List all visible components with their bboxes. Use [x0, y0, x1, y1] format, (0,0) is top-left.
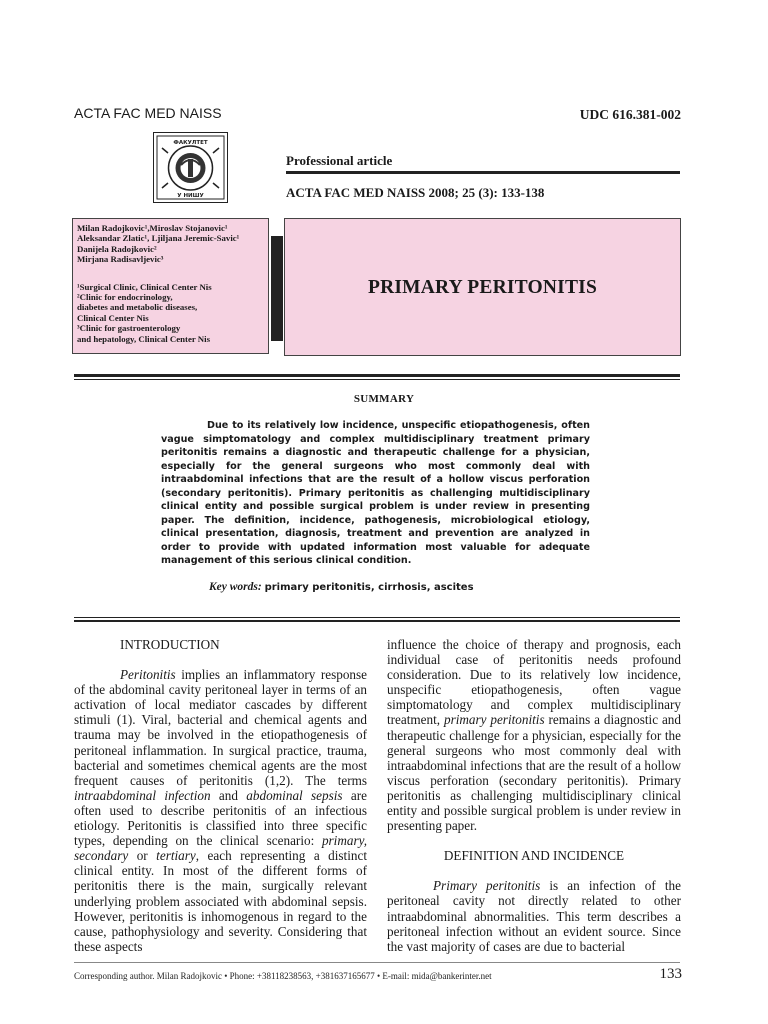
- paragraph: Peritonitis implies an inflammatory response of the abdominal cavity peritoneal layer in terms of an activation of local mediator cascades by different stimuli (1). Viral, bacterial and chemical agents and trauma may be involved in the etiopathogenesis of peritoneal inflammation. In surgical practice, trauma, bacterial and sometimes chemical agents are the most frequent causes of peritonitis (1,2). The terms intraabdominal infection and abdominal sepsis are often used to describe peritonitis of an infectious etiology. Peritonitis is classified into three specific types, depending on the clinical scenario: primary, secondary or tertiary, each representing a distinct clinical entity. In most of the different forms of peritonitis there is the main, surgically relevant underlying problem associated with abdominal sepsis. However, peritonitis is inhomogenous in regard to the cause, pathophysiology and severity. Considering that these aspects: [74, 667, 367, 954]
- section-heading-definition: DEFINITION AND INCIDENCE: [443, 848, 625, 864]
- title-box: [284, 218, 681, 356]
- paragraph: Primary peritonitis is an infection of the peritoneal cavity not directly related to other intraabdominal abnormalities. This term describes a peritoneal infection without an evident source. Since the vast majority of cases are due to bacterial: [387, 878, 681, 954]
- udc-code: UDC 616.381-002: [579, 107, 681, 122]
- summary-text: Due to its relatively low incidence, unspecific etiopathogenesis, often vague simptomatology and complex multidisciplinary treatment primary peritonitis remains a diagnostic and therapeutic challenge for a physician, especially for the general surgeons who most commonly deal with intraabdominal infections that are the result of a hollow viscus perforation (secondary peritonitis). Primary peritonitis as challenging multidisciplinary clinical entity and possible surgical problem is under review in presenting paper. The definition, incidence, pathogenesis, microbiological etiology, clinical presentation, diagnosis, treatment and prevention are analyzed in order to provide with updated information most valuable for adequate management of this serious clinical condition.: [161, 420, 590, 566]
- citation: ACTA FAC MED NAISS 2008; 25 (3): 133-138: [286, 185, 545, 200]
- divider-thin: [74, 379, 680, 380]
- affiliation-line: Clinical Center Nis: [77, 312, 149, 323]
- university-seal-icon: [153, 132, 228, 203]
- authors-box: [72, 218, 269, 354]
- article-title: PRIMARY PERITONITIS: [367, 277, 598, 298]
- author-line: Mirjana Radisavljevic³: [77, 254, 164, 265]
- section-heading-introduction: INTRODUCTION: [120, 637, 220, 652]
- keywords-value: primary peritonitis, cirrhosis, ascites: [264, 582, 474, 593]
- logo-text-bottom: У НИШУ: [177, 193, 204, 199]
- author-line: Milan Radojkovic¹,Miroslav Stojanovic¹: [77, 223, 228, 233]
- affiliation-line: ²Clinic for endocrinology,: [77, 292, 173, 303]
- divider-thin: [74, 617, 680, 618]
- logo-text-top: ФАКУЛТЕТ: [173, 140, 208, 146]
- keywords: [209, 581, 474, 593]
- summary-heading: SUMMARY: [353, 393, 415, 405]
- affiliation-line: and hepatology, Clinical Center Nis: [77, 333, 211, 344]
- summary-body: [161, 419, 590, 568]
- article-type: Professional article: [286, 153, 393, 168]
- keywords-label: Key words:: [209, 581, 262, 593]
- page-number: 133: [659, 966, 682, 982]
- footer-rule: [74, 962, 680, 963]
- left-column: [74, 637, 367, 954]
- author-line: Aleksandar Zlatic¹, Ljiljana Jeremic-Savic¹: [77, 233, 240, 244]
- decorative-bar: [271, 236, 283, 341]
- affiliation-line: ¹Surgical Clinic, Clinical Center Nis: [77, 281, 212, 292]
- affiliation-line: diabetes and metabolic diseases,: [77, 302, 198, 313]
- paragraph: influence the choice of therapy and prognosis, each individual case of peritonitis needs profound consideration. Due to its relatively low incidence, unspecific etiopathogenesis, often vague simptomatology and complex multidisciplinary treatment, primary peritonitis remains a diagnostic and therapeutic challenge for a physician, especially for the general surgeons who most commonly deal with intraabdominal infections that are the result of a hollow viscus perforation (secondary peritonitis). Primary peritonitis as challenging multidisciplinary clinical entity and possible surgical problem is under review in presenting paper.: [387, 637, 681, 834]
- divider-thick: [74, 620, 680, 622]
- affiliation-line: ³Clinic for gastroenterology: [77, 323, 181, 334]
- author-line: Danijela Radojkovic²: [77, 243, 157, 254]
- journal-name: ACTA FAC MED NAISS: [74, 105, 222, 121]
- corresponding-author: Corresponding author. Milan Radojkovic • Phone: +38118238563, +381637165677 • E-mail: mida@bankerinter.net: [74, 971, 492, 981]
- right-column: [387, 637, 681, 954]
- header-rule: [286, 171, 680, 174]
- divider-thick: [74, 374, 680, 377]
